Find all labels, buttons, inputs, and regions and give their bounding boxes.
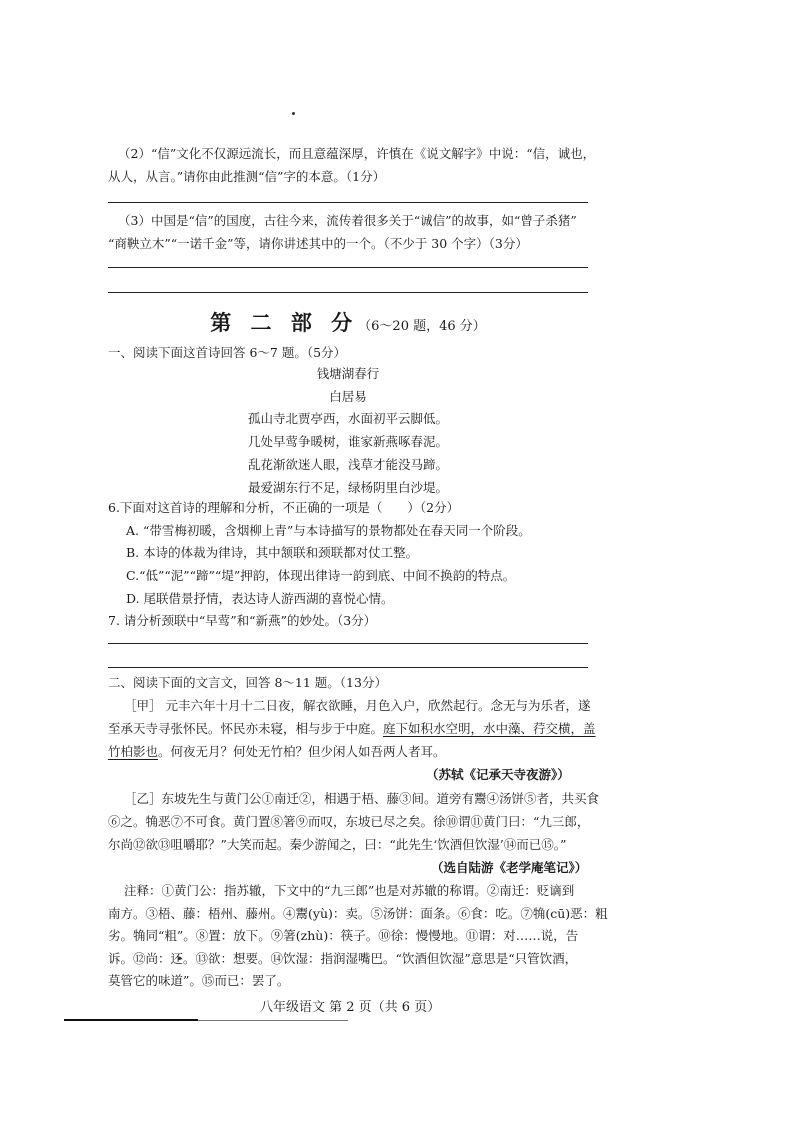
page-footer: 八年级语文 第 2 页（共 6 页） [260,1000,441,1015]
q5-part3-line2: “商鞅立木”“一诺千金”等，请你讲述其中的一个。（不少于 30 个字）（3分） [108,236,528,251]
question-6: 6.下面对这首诗的理解和分析，不正确的一项是（ ）（2分） [108,500,460,515]
option-c: C.“低”“泥”“蹄”“堤”押韵，体现出律诗一韵到底、中间不换韵的特点。 [126,568,516,583]
poem-line-1: 孤山寺北贾亭西，水面初平云脚低。 [247,411,448,426]
q5-part2-line1: （2）“信”文化不仅源远流长，而且意蕴深厚，许慎在《说文解字》中说：“信，诚也， [118,146,596,161]
section-title [108,307,588,337]
yi-line-1: ［乙］东坡先生与黄门公①南迁②，相遇于梧、藤③间。道旁有鬻④汤饼⑤者，共买食 [124,791,600,806]
notes-line-2: 南方。③梧、藤：梧州、藤州。④鬻(yù)：卖。⑤汤饼：面条。⑥食：吃。⑦觕(cū)恶：粗 [108,906,608,921]
jia-underlined-sentence: 庭下如积水空明，水中藻、荇交横，盖 [383,721,596,736]
scan-speck [292,112,295,115]
jia-underlined-sentence-end: 竹柏影也 [108,744,159,759]
yi-line-2: ⑥之。觕恶⑦不可食。黄门置⑧箸⑨而叹，东坡已尽之矣。徐⑩谓⑪黄门曰：“九三郎， [108,814,590,829]
scan-edge-line [198,1020,348,1021]
q5-part3-line1: （3）中国是“信”的国度，古往今来，流传着很多关于“诚信”的故事，如“曾子杀猪” [118,213,577,228]
question-7: 7. 请分析颈联中“早莺”和“新燕”的妙处。（3分） [108,613,377,628]
answer-line [108,202,588,203]
prose-section-heading: 二、阅读下面的文言文，回答 8～11 题。（13分） [108,675,387,690]
option-b: B. 本诗的体裁为律诗，其中颔联和颈联都对仗工整。 [126,545,419,560]
poem-author: 白居易 [329,389,367,404]
notes-line-1: 注释：①黄门公：指苏辙，下文中的“九三郎”也是对苏辙的称谓。②南迁：贬谪到 [124,883,575,898]
poem-line-3: 乱花渐欲迷人眼，浅草才能没马蹄。 [247,457,448,472]
jia-line-3 [108,742,446,760]
yi-source: （选自陆游《老学庵笔记》） [431,860,588,875]
jia-line-1: ［甲］ 元丰六年十月十二日夜，解衣欲睡，月色入户，欣然起行。念无与为乐者，遂 [124,698,591,713]
yi-line-3: 尔尚⑫欲⑬咀嚼耶？”大笑而起。秦少游闻之，曰：“此先生‘饮酒但饮湿’⑭而已⑮。” [108,837,567,852]
notes-line-3: 劣。觕同“粗”。⑧置：放下。⑨箸(zhù)：筷子。⑩徐：慢慢地。⑪谓：对……说，告 [108,928,579,943]
q5-part2-line2: 从人，从言。”请你由此推测“信”字的本意。（1分） [108,169,386,184]
jia-line-3-text: 。何夜无月？何处无竹柏？但少闲人如吾两人者耳。 [158,744,446,759]
poem-line-2: 几处早莺争暖树，谁家新燕啄春泥。 [247,434,448,449]
section-title-text: 第 二 部 分 [210,310,359,335]
notes-line-4: 诉。⑫尚：还。⑬欲：想要。⑭饮湿：指润湿嘴巴。“饮酒但饮湿”意思是“只管饮酒， [108,951,578,966]
jia-line-2 [108,719,596,737]
jia-source: （苏轼《记承天寺夜游》） [426,767,570,782]
answer-line [108,292,588,293]
answer-line [108,643,588,644]
notes-line-5: 莫管它的味道”。⑮而已：罢了。 [108,973,290,988]
scan-edge-line [64,1019,198,1021]
option-a: A. “带雪梅初暖，含烟柳上青”与本诗描写的景物都处在春天同一个阶段。 [126,523,531,538]
poem-title: 钱塘湖春行 [316,366,380,381]
answer-line [108,267,588,268]
jia-line-2-text: 至承天寺寻张怀民。怀民亦未寝，相与步于中庭。 [108,721,384,736]
option-d: D. 尾联借景抒情，表达诗人游西湖的喜悦心情。 [126,591,394,606]
poem-line-4: 最爱湖东行不足，绿杨阴里白沙堤。 [247,480,448,495]
answer-line [108,667,588,668]
section-subtitle: （6～20 题，46 分） [358,319,486,334]
poem-section-heading: 一、阅读下面这首诗回答 6～7 题。（5分） [108,345,347,360]
